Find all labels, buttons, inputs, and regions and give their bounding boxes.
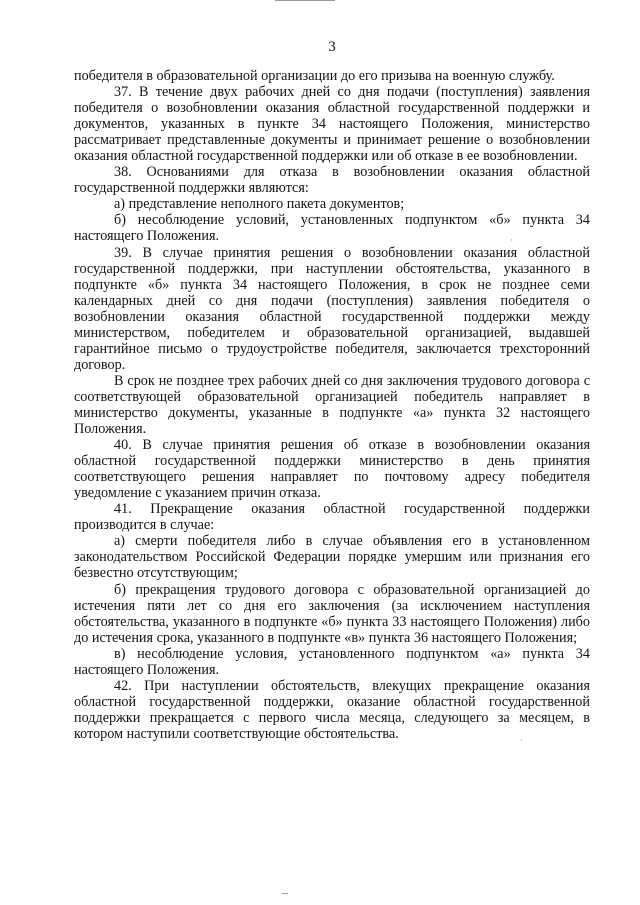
paragraph-41-a: а) смерти победителя либо в случае объявления его в установленном законодательством Российской Федерации порядке умершим или признания его безвестно отсутствующим; [74,533,590,582]
paragraph-42: 42. При наступлении обстоятельств, влекущих прекращение оказания областной государственной поддержки, оказание областной государственной поддержки прекращается с первого числа месяца, следующего за месяцем, в котором наступили соответствующие обстоятельства. [74,677,590,742]
paragraph-39-continued: В срок не позднее трех рабочих дней со дня заключения трудового договора с соответствующей образовательной организацией победитель направляет в министерство документы, указанные в подпункте «а» пункта 32 настоящего Положения. [74,372,590,438]
paragraph-37: 37. В течение двух рабочих дней со дня подачи (поступления) заявления победителя о возобновлении оказания областной государственной поддержки и документов, указанных в пункте 34 настоящего Положения, министерство рассматривает представленные документы и принимает решение о возобновлении оказания областной государственной поддержки или об отказе в ее возобновлении. [74,84,590,165]
paragraph-41-c: в) несоблюдение условия, установленного подпунктом «а» пункта 34 настоящего Положения. [74,645,590,678]
paragraph-41-b: б) прекращения трудового договора с образовательной организацией до истечения пяти лет со дня его заключения (за исключением наступления обстоятельства, указанного в подпункте «б» пункта 33 настоящего Положения) либо до истечения срока, указанного в подпункте «в» пункта 36 настоящего Положения; [74,581,590,646]
page-number: 3 [328,39,336,55]
paragraph-41: 41. Прекращение оказания областной государственной поддержки производится в случае: [74,501,590,534]
paragraph-39: 39. В случае принятия решения о возобновлении оказания областной государственной поддержки, при наступлении обстоятельства, указанного в подпункте «б» пункта 34 настоящего Положения, в срок не позднее семи календарных дней со дня подачи (поступления) заявления победителя о возобновлении оказания областной государственной поддержки между министерством, победителем и образовательной организацией, выдавшей гарантийное письмо о трудоустройстве победителя, заключается трехсторонний договор. [74,244,590,373]
paragraph-38-b: б) несоблюдение условий, установленных подпунктом «б» пункта 34 настоящего Положения. [74,212,590,245]
paragraph-continuation: победителя в образовательной организации до его призыва на военную службу. [74,68,555,84]
scan-speck: · [510,235,513,245]
scan-speck: · [520,735,523,745]
top-rule [275,0,335,1]
body-text [74,68,590,742]
paragraph-38-a: а) представление неполного пакета документов; [114,196,405,213]
bottom-mark [282,893,288,894]
paragraph-40: 40. В случае принятия решения об отказе в возобновлении оказания областной государственной поддержки министерство в день принятия соответствующего решения направляет по почтовому адресу победителя уведомление с указанием причин отказа. [74,437,590,502]
paragraph-38: 38. Основаниями для отказа в возобновлении оказания областной государственной поддержки являются: [74,164,590,197]
